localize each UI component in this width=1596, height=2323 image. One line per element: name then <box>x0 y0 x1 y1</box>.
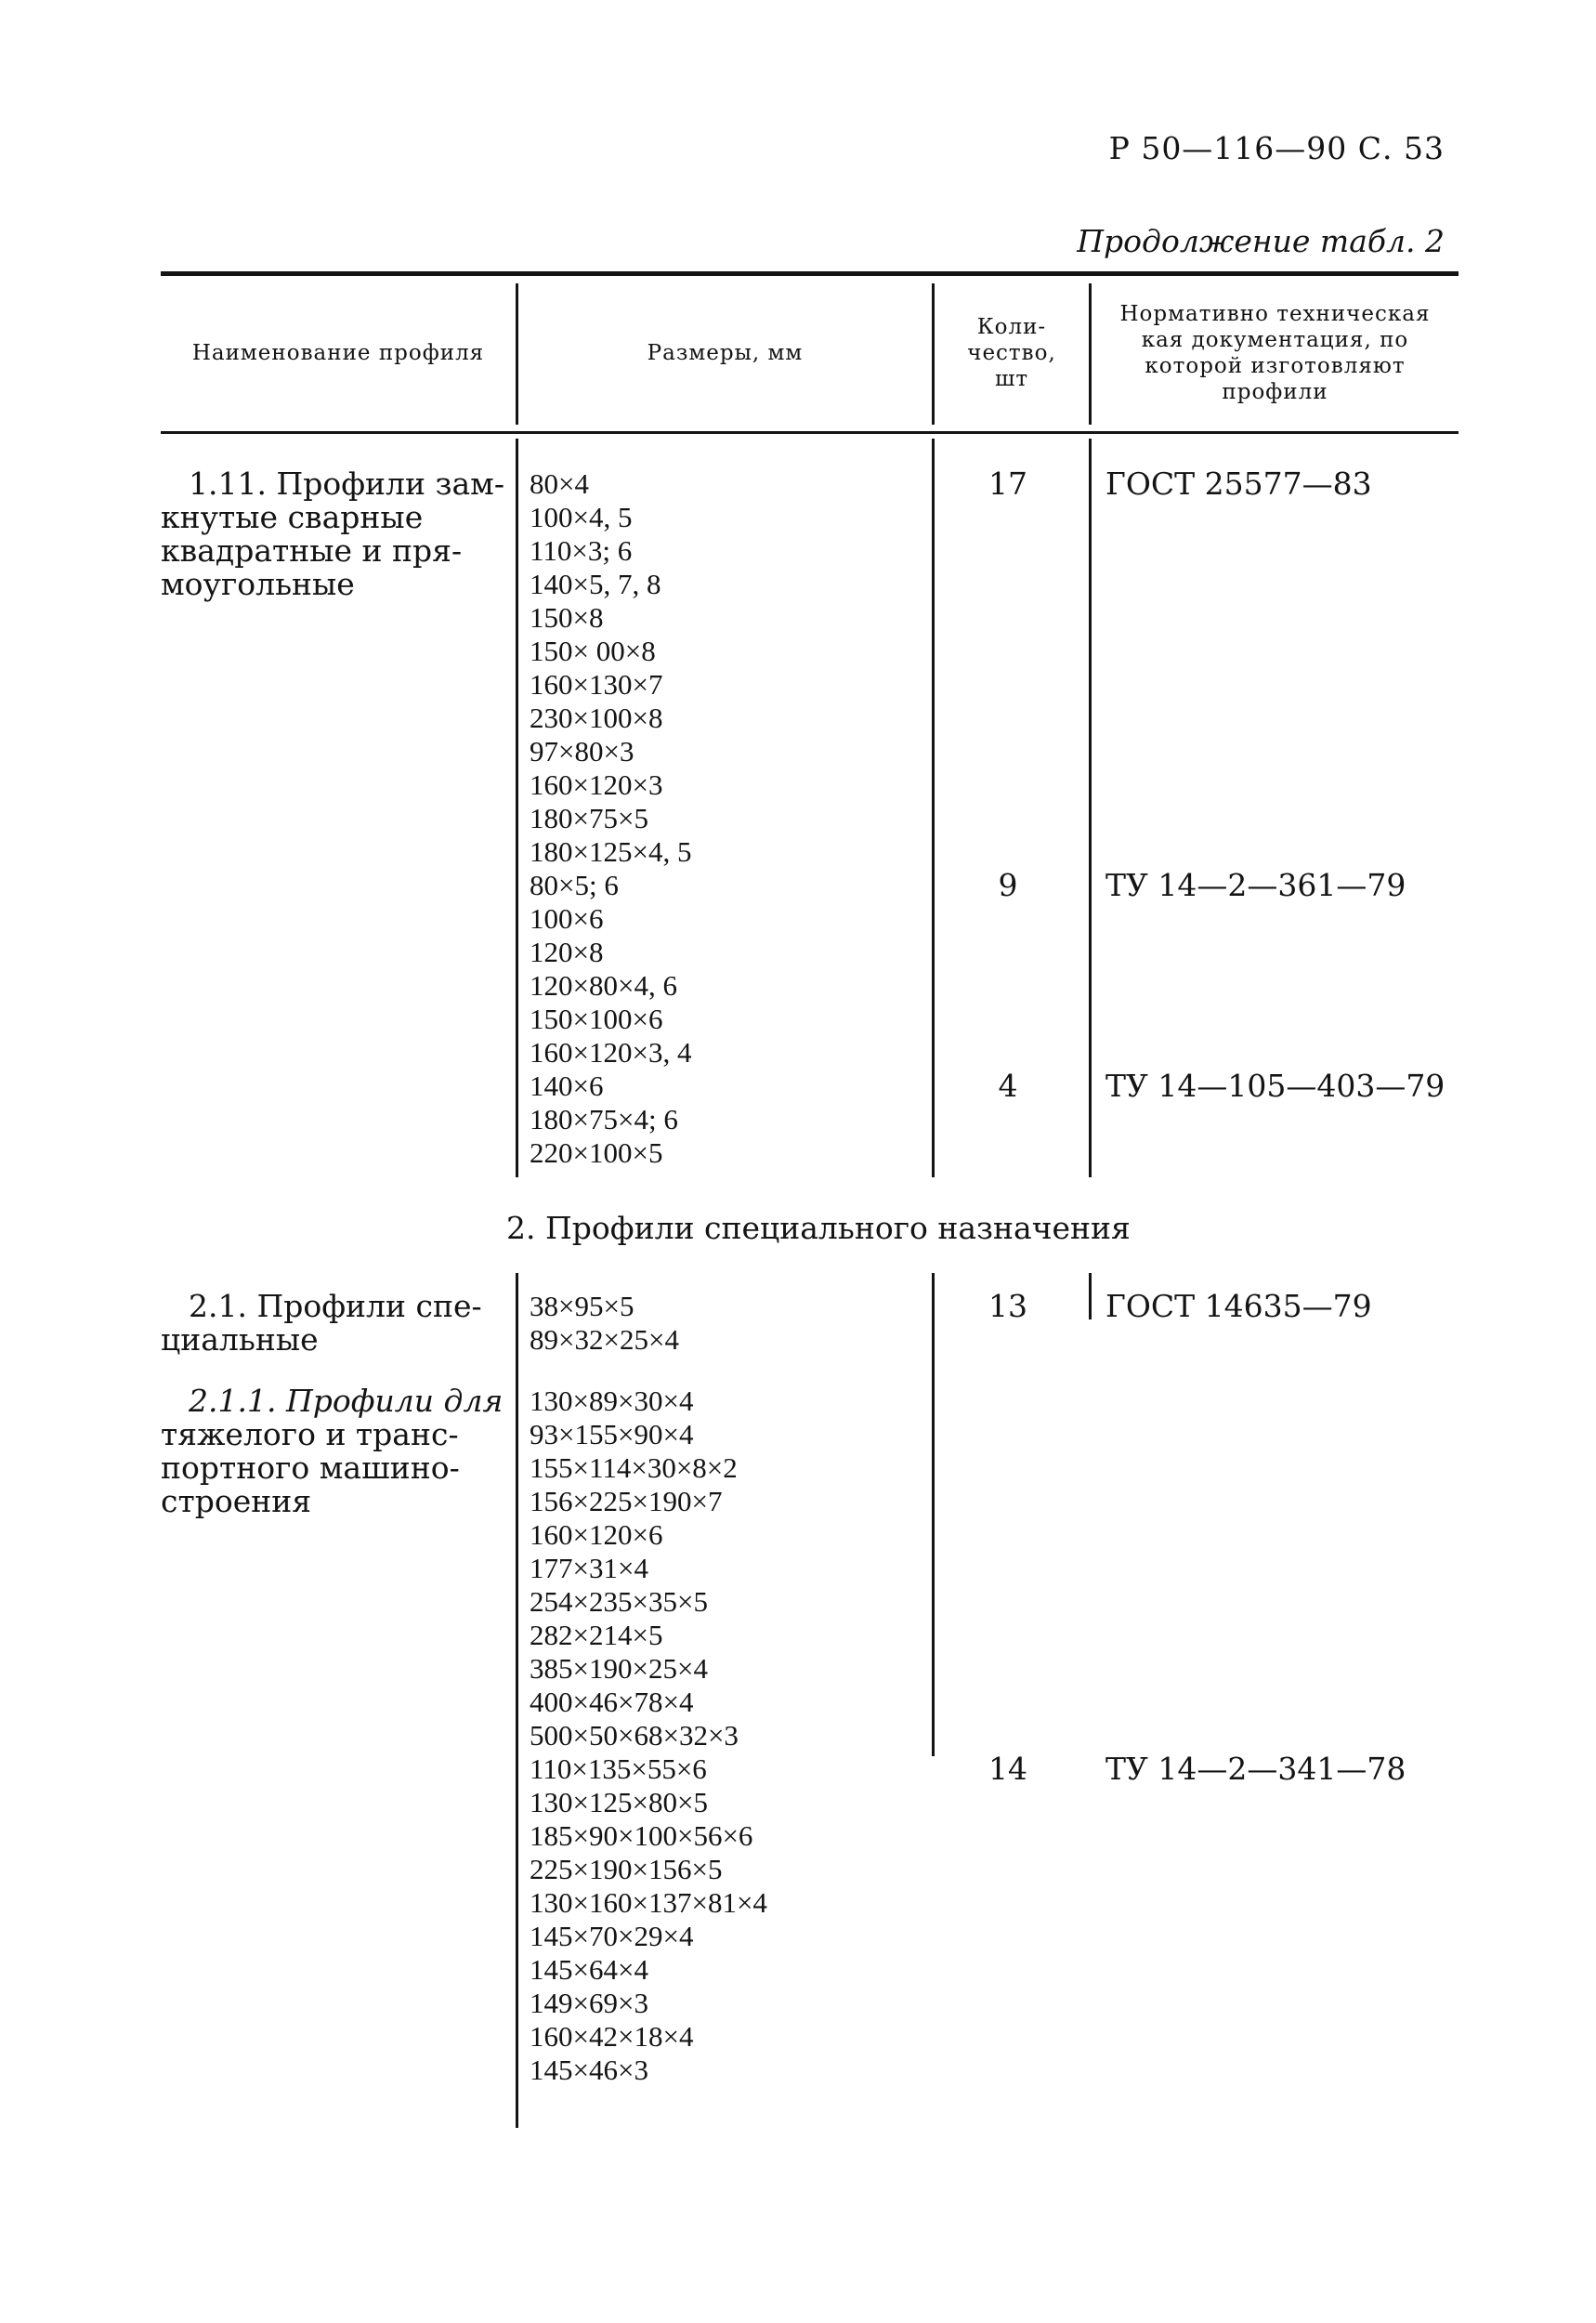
size-entry: 130×89×30×4 <box>530 1385 694 1417</box>
size-entry: 282×214×5 <box>530 1619 663 1651</box>
size-entry: 110×3; 6 <box>530 534 633 567</box>
column-divider <box>1089 439 1092 1177</box>
column-divider <box>1089 1273 1092 1319</box>
size-entry: 177×31×4 <box>530 1552 648 1584</box>
size-entry: 130×160×137×81×4 <box>530 1886 767 1919</box>
normative-doc-cell: ТУ 14—2—361—79 <box>1105 867 1406 903</box>
header-profile-name: Наименование профиля <box>191 340 485 365</box>
quantity-cell: 9 <box>998 867 1018 903</box>
column-divider <box>932 1273 935 1756</box>
size-entry: 180×75×4; 6 <box>530 1103 678 1135</box>
size-entry: 160×42×18×4 <box>530 2020 694 2053</box>
profile-name-special: 2.1. Профили спе- циальные <box>161 1288 482 1358</box>
size-entry: 145×64×4 <box>530 1953 648 1986</box>
size-entry: 110×135×55×6 <box>530 1752 707 1785</box>
size-entry: 150×100×6 <box>530 1003 663 1035</box>
size-entry: 185×90×100×56×6 <box>530 1819 753 1852</box>
profile-name-closed-welded: 1.11. Профили зам- кнутые сварные квадратные и пря- моугольные <box>161 466 504 602</box>
size-entry: 400×46×78×4 <box>530 1686 694 1718</box>
size-entry: 160×120×3 <box>530 768 663 801</box>
header-normative-doc: Нормативно техническая кая документация, по которой изготовляют профили <box>1119 301 1431 405</box>
size-entry: 149×69×3 <box>530 1987 648 2019</box>
size-entry: 93×155×90×4 <box>530 1418 694 1450</box>
quantity-cell: 17 <box>988 466 1027 502</box>
table-header-rule <box>161 431 1459 434</box>
table-continuation-label: Продолжение табл. 2 <box>1077 223 1445 259</box>
normative-doc-cell: ТУ 14—105—403—79 <box>1105 1068 1446 1104</box>
size-entry: 220×100×5 <box>530 1136 663 1169</box>
normative-doc-cell: ГОСТ 14635—79 <box>1105 1288 1372 1324</box>
size-entry: 230×100×8 <box>530 702 663 734</box>
profile-name-heavy-machinery: 2.1.1. Профили для тяжелого и транс- портного машино- строения <box>161 1383 504 1519</box>
size-entry: 97×80×3 <box>530 735 634 768</box>
sizes-list-special <box>530 1290 929 1357</box>
size-entry: 180×75×5 <box>530 802 648 834</box>
page-reference: Р 50—116—90 С. 53 <box>1108 130 1445 166</box>
size-entry: 120×8 <box>530 936 604 968</box>
size-entry: 150×8 <box>530 601 604 634</box>
header-quantity: Коли- чество, шт <box>967 314 1056 392</box>
column-divider <box>932 439 935 1177</box>
size-entry: 385×190×25×4 <box>530 1652 708 1685</box>
sizes-list-heavy-machinery <box>530 1385 929 2087</box>
sizes-list-closed-welded <box>530 467 929 1170</box>
size-entry: 145×46×3 <box>530 2054 648 2086</box>
size-entry: 160×130×7 <box>530 668 663 701</box>
size-entry: 160×120×3, 4 <box>530 1036 692 1069</box>
size-entry: 500×50×68×32×3 <box>530 1719 739 1752</box>
size-entry: 89×32×25×4 <box>530 1323 679 1356</box>
size-entry: 155×114×30×8×2 <box>530 1451 738 1484</box>
size-entry: 225×190×156×5 <box>530 1853 723 1885</box>
size-entry: 254×235×35×5 <box>530 1585 708 1618</box>
normative-doc-cell: ТУ 14—2—341—78 <box>1105 1751 1406 1787</box>
size-entry: 140×6 <box>530 1070 604 1102</box>
size-entry: 150× 00×8 <box>530 635 656 667</box>
size-entry: 120×80×4, 6 <box>530 969 677 1002</box>
table-top-rule <box>161 271 1459 276</box>
normative-doc-cell: ГОСТ 25577—83 <box>1105 466 1372 502</box>
size-entry: 100×4, 5 <box>530 501 633 533</box>
size-entry: 180×125×4, 5 <box>530 835 692 868</box>
size-entry: 80×5; 6 <box>530 869 619 901</box>
size-entry: 156×225×190×7 <box>530 1485 723 1517</box>
column-divider <box>516 439 518 1177</box>
size-entry: 130×125×80×5 <box>530 1786 708 1818</box>
header-sizes: Размеры, мм <box>647 340 804 365</box>
quantity-cell: 14 <box>988 1751 1027 1787</box>
section-title: 2. Профили специального назначения <box>506 1210 1131 1246</box>
size-entry: 160×120×6 <box>530 1518 663 1551</box>
size-entry: 140×5, 7, 8 <box>530 568 661 600</box>
size-entry: 145×70×29×4 <box>530 1920 694 1952</box>
quantity-cell: 4 <box>998 1068 1018 1104</box>
size-entry: 38×95×5 <box>530 1290 634 1322</box>
column-divider <box>516 1273 518 2128</box>
size-entry: 80×4 <box>530 467 589 500</box>
quantity-cell: 13 <box>988 1288 1027 1324</box>
size-entry: 100×6 <box>530 902 604 935</box>
